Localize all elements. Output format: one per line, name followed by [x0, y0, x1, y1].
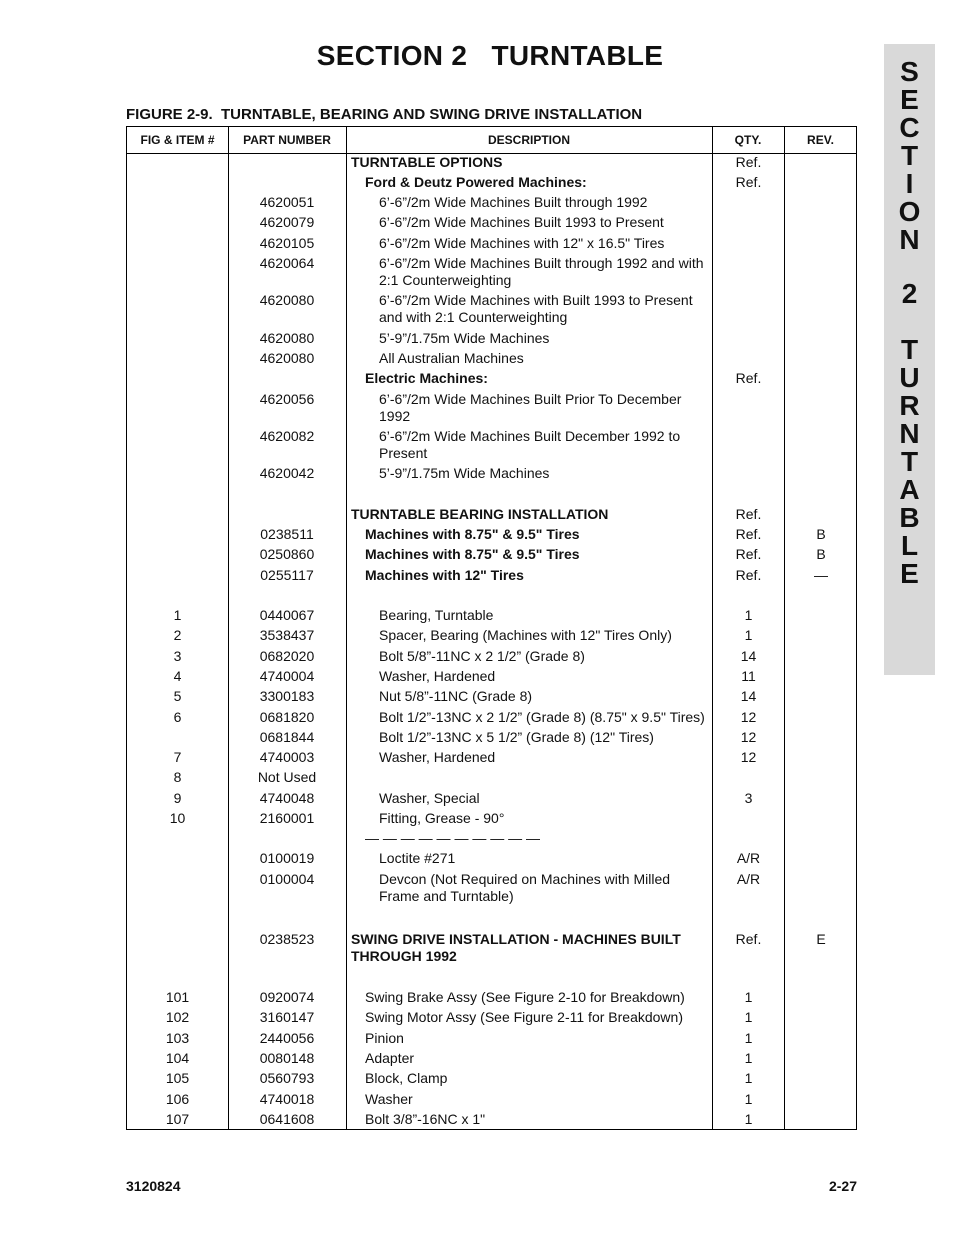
cell-part: 0641608 [259, 1111, 315, 1127]
cell-desc: 6’-6”/2m Wide Machines Built Prior To December 1992 [379, 391, 682, 424]
cell-rev: B [816, 526, 826, 542]
cell-qty: A/R [736, 871, 761, 887]
side-tab-letter: T [900, 140, 919, 171]
cell-qty: 1 [744, 1111, 753, 1127]
cell-qty: 14 [740, 648, 757, 664]
cell-fig: 102 [165, 1009, 190, 1025]
cell-desc: Washer, Hardened [379, 749, 496, 765]
cell-part: 2440056 [259, 1030, 315, 1046]
cell-desc: 5’-9”/1.75m Wide Machines [379, 465, 550, 481]
cell-part: 4620051 [259, 194, 315, 210]
side-tab-letter: B [899, 502, 920, 533]
cell-part: 4620079 [259, 214, 315, 230]
cell-part: 0100019 [259, 850, 315, 866]
side-tab-letter: C [899, 112, 920, 143]
cell-desc: Ford & Deutz Powered Machines: [365, 174, 587, 190]
cell-fig: 9 [173, 790, 182, 806]
cell-qty: 1 [744, 1050, 753, 1066]
cell-fig: 5 [173, 688, 182, 704]
cell-desc: Fitting, Grease - 90° [379, 810, 505, 826]
cell-fig: 8 [173, 769, 182, 785]
cell-desc: Washer, Special [379, 790, 480, 806]
cell-fig: 6 [173, 709, 182, 725]
cell-qty: 1 [744, 989, 753, 1005]
cell-part: 3160147 [259, 1009, 315, 1025]
cell-qty: 1 [744, 1091, 753, 1107]
cell-desc: 6’-6”/2m Wide Machines Built through 1992 [379, 194, 648, 210]
cell-desc: All Australian Machines [379, 350, 524, 366]
cell-desc: 6’-6”/2m Wide Machines Built December 1992 to Present [379, 428, 681, 461]
header-description: DESCRIPTION [487, 133, 570, 147]
cell-desc: Swing Brake Assy (See Figure 2-10 for Breakdown) [365, 989, 685, 1005]
cell-desc: 6’-6”/2m Wide Machines Built through 1992 and with 2:1 Counterweighting [379, 255, 704, 288]
cell-desc: Washer [365, 1091, 413, 1107]
cell-desc: Bolt 3/8”-16NC x 1" [365, 1111, 486, 1127]
cell-desc: — — — — — — — — — — [365, 830, 541, 846]
cell-qty: 1 [744, 1030, 753, 1046]
cell-qty: Ref. [735, 931, 762, 947]
cell-fig: 7 [173, 749, 182, 765]
column-divider [346, 127, 347, 1129]
side-tab-letter: U [899, 362, 920, 393]
side-tab-letter: E [900, 558, 919, 589]
cell-desc: Swing Motor Assy (See Figure 2-11 for Breakdown) [365, 1009, 683, 1025]
cell-qty: 1 [744, 1009, 753, 1025]
cell-part: Not Used [257, 769, 317, 785]
cell-desc: TURNTABLE OPTIONS [351, 154, 503, 170]
cell-qty: 1 [744, 607, 753, 623]
side-tab-letter: 2 [901, 278, 918, 309]
cell-rev: — [814, 567, 828, 583]
cell-desc: Washer, Hardened [379, 668, 496, 684]
cell-qty: 1 [744, 627, 753, 643]
cell-fig: 3 [173, 648, 182, 664]
cell-part: 0238511 [260, 526, 314, 542]
cell-part: 0682020 [259, 648, 315, 664]
header-part-number: PART NUMBER [243, 133, 331, 147]
cell-qty: Ref. [735, 174, 762, 190]
cell-fig: 103 [165, 1030, 190, 1046]
cell-part: 4620080 [259, 350, 315, 366]
cell-qty: Ref. [735, 526, 762, 542]
cell-part: 0440067 [259, 607, 315, 623]
side-tab-letter: E [900, 84, 919, 115]
side-tab-letter: T [900, 334, 919, 365]
cell-desc: Bearing, Turntable [379, 607, 494, 623]
cell-part: 4740048 [259, 790, 315, 806]
cell-qty: Ref. [735, 370, 762, 386]
cell-desc: Block, Clamp [365, 1070, 448, 1086]
page-number: 2-27 [828, 1178, 857, 1194]
cell-desc: Nut 5/8”-11NC (Grade 8) [379, 688, 533, 704]
cell-desc: Devcon (Not Required on Machines with Milled Frame and Turntable) [379, 871, 671, 904]
cell-qty: 11 [741, 668, 756, 684]
cell-rev: B [816, 546, 826, 562]
cell-desc: Bolt 5/8”-11NC x 2 1/2” (Grade 8) [379, 648, 585, 664]
cell-fig: 4 [173, 668, 182, 684]
cell-part: 0100004 [259, 871, 315, 887]
cell-fig: 10 [169, 810, 186, 826]
cell-part: 3538437 [259, 627, 315, 643]
cell-part: 0681820 [259, 709, 315, 725]
cell-qty: 12 [740, 709, 757, 725]
cell-desc: Machines with 12" Tires [365, 567, 524, 583]
side-tab-letter: T [900, 446, 919, 477]
header-rev: REV. [807, 133, 834, 147]
cell-desc: Spacer, Bearing (Machines with 12" Tires Only) [379, 627, 672, 643]
cell-part: 4740018 [259, 1091, 315, 1107]
cell-qty: 14 [740, 688, 757, 704]
cell-fig: 106 [165, 1091, 190, 1107]
header-qty: QTY. [734, 133, 762, 147]
side-tab-letter: I [905, 168, 914, 199]
cell-qty: 12 [740, 729, 757, 745]
cell-desc: Machines with 8.75" & 9.5" Tires [365, 546, 580, 562]
cell-fig: 101 [165, 989, 190, 1005]
cell-fig: 1 [173, 607, 182, 623]
cell-part: 4740004 [259, 668, 315, 684]
cell-part: 0560793 [259, 1070, 315, 1086]
cell-desc: 6’-6”/2m Wide Machines with Built 1993 to Present and with 2:1 Counterweighting [379, 292, 693, 325]
parts-table [126, 126, 857, 1130]
side-tab-letter: N [899, 418, 920, 449]
cell-part: 4620064 [259, 255, 315, 271]
cell-qty: 12 [740, 749, 757, 765]
cell-desc: 6’-6”/2m Wide Machines Built 1993 to Present [379, 214, 664, 230]
side-tab-letter: R [899, 390, 920, 421]
cell-part: 0238523 [259, 931, 315, 947]
cell-part: 0080148 [259, 1050, 315, 1066]
cell-part: 0681844 [259, 729, 315, 745]
cell-desc: Adapter [365, 1050, 415, 1066]
cell-fig: 105 [165, 1070, 190, 1086]
cell-part: 0920074 [259, 989, 315, 1005]
cell-fig: 104 [165, 1050, 190, 1066]
header-fig-item: FIG & ITEM # [140, 133, 215, 147]
side-tab-letter: N [899, 224, 920, 255]
cell-qty: Ref. [735, 154, 762, 170]
cell-part: 4620105 [259, 235, 315, 251]
cell-qty: A/R [736, 850, 761, 866]
cell-fig: 2 [173, 627, 182, 643]
cell-part: 3300183 [259, 688, 315, 704]
document-number: 3120824 [126, 1178, 181, 1194]
cell-part: 4620080 [259, 292, 315, 308]
cell-qty: Ref. [735, 567, 762, 583]
cell-part: 2160001 [259, 810, 315, 826]
cell-desc: Electric Machines: [365, 370, 488, 386]
cell-part: 0255117 [260, 567, 314, 583]
cell-desc: Bolt 1/2”-13NC x 2 1/2” (Grade 8) (8.75" x 9.5" Tires) [379, 709, 705, 725]
cell-desc: Machines with 8.75" & 9.5" Tires [365, 526, 580, 542]
section-side-tab [884, 44, 935, 675]
side-tab-letter: S [900, 56, 919, 87]
cell-qty: 1 [744, 1070, 753, 1086]
cell-desc: Loctite #271 [379, 850, 456, 866]
cell-part: 4620082 [259, 428, 315, 444]
cell-rev: E [816, 931, 826, 947]
cell-desc: 6’-6”/2m Wide Machines with 12" x 16.5" Tires [379, 235, 665, 251]
cell-desc: SWING DRIVE INSTALLATION - MACHINES BUILT THROUGH 1992 [351, 931, 681, 964]
column-divider [784, 127, 785, 1129]
cell-desc: TURNTABLE BEARING INSTALLATION [351, 506, 609, 522]
cell-part: 4740003 [259, 749, 315, 765]
cell-desc: Pinion [365, 1030, 404, 1046]
cell-qty: Ref. [735, 506, 762, 522]
figure-title: FIGURE 2-9. TURNTABLE, BEARING AND SWING DRIVE INSTALLATION [126, 106, 643, 123]
cell-desc: Bolt 1/2”-13NC x 5 1/2” (Grade 8) (12" Tires) [379, 729, 654, 745]
cell-qty: Ref. [735, 546, 762, 562]
page-title: SECTION 2 TURNTABLE [316, 40, 664, 71]
side-tab-letter: L [900, 530, 919, 561]
cell-part: 4620080 [259, 330, 315, 346]
cell-part: 4620042 [259, 465, 315, 481]
side-tab-letter: O [898, 196, 921, 227]
cell-desc: 5’-9”/1.75m Wide Machines [379, 330, 550, 346]
cell-qty: 3 [744, 790, 753, 806]
side-tab-letter: A [899, 474, 920, 505]
cell-part: 4620056 [259, 391, 315, 407]
cell-part: 0250860 [259, 546, 315, 562]
cell-fig: 107 [165, 1111, 190, 1127]
